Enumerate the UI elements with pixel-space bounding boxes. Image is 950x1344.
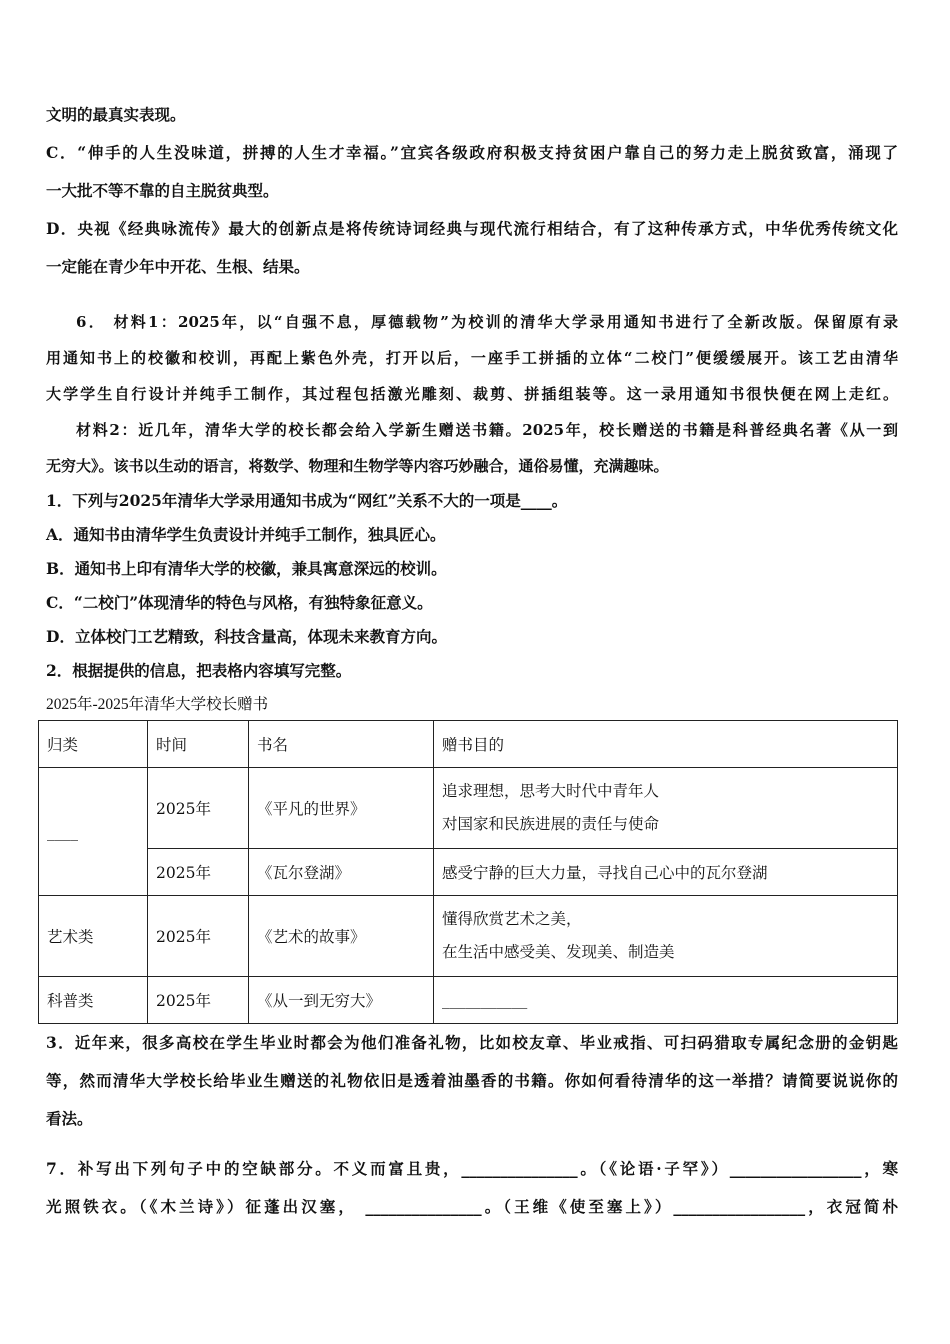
table-caption: 2025年-2025年清华大学校长赠书 <box>46 696 269 713</box>
title-cell: 《瓦尔登湖》 <box>249 849 434 896</box>
category-cell: 艺术类 <box>39 896 148 977</box>
purpose-line: 追求理想，思考大时代中青年人 <box>442 782 660 800</box>
table-row <box>39 849 898 896</box>
header-time: 时间 <box>148 721 249 768</box>
question-7-line-2: 光照铁衣。（《木兰诗》）征蓬出汉塞， _______________。（王维《使至塞上》）_________________，衣冠简朴 <box>46 1197 898 1216</box>
material-1-line-3: 大学学生自行设计并纯手工制作，其过程包括激光雕刻、裁剪、拼插组装等。这一录用通知书很快便在网上走红。 <box>46 385 898 403</box>
option-d-line-1: D．央视《经典咏流传》最大的创新点是将传统诗词经典与现代流行相结合，有了这种传承方式，中华优秀传统文化 <box>46 219 898 238</box>
document-page <box>46 96 898 1226</box>
question-1-option-a: A．通知书由清华学生负责设计并纯手工制作，独具匠心。 <box>46 525 446 544</box>
time-cell: 2025年 <box>148 849 249 896</box>
question-1-option-c: C．“二校门”体现清华的特色与风格，有独特象征意义。 <box>46 593 433 612</box>
purpose-line: 对国家和民族进展的责任与使命 <box>442 815 660 833</box>
purpose-line: 懂得欣赏艺术之美， <box>442 910 582 928</box>
category-blank-cell[interactable]: ____ <box>39 768 148 896</box>
question-3-line-2: 等，然而清华大学校长给毕业生赠送的礼物依旧是透着油墨香的书籍。你如何看待清华的这一举措？请简要说说你的 <box>46 1071 898 1090</box>
purpose-line: 在生活中感受美、发现美、制造美 <box>442 943 675 961</box>
question-1-option-d: D．立体校门工艺精致，科技含量高，体现未来教育方向。 <box>46 627 447 646</box>
header-purpose: 赠书目的 <box>434 721 898 768</box>
purpose-cell <box>434 896 898 977</box>
purpose-blank-cell[interactable]: ___________ <box>434 977 898 1024</box>
purpose-cell <box>434 768 898 849</box>
table-row <box>39 977 898 1024</box>
text-line: 文明的最真实表现。 <box>46 105 186 124</box>
book-gift-table <box>38 720 898 1024</box>
spacer <box>46 1138 898 1150</box>
header-title: 书名 <box>249 721 434 768</box>
material-2-line-1: 材料2：近几年，清华大学的校长都会给入学新生赠送书籍。2025年，校长赠送的书籍是科普经典名著《从一到 <box>76 421 898 439</box>
time-cell: 2025年 <box>148 977 249 1024</box>
title-cell: 《艺术的故事》 <box>249 896 434 977</box>
question-7-line-1: 7．补写出下列句子中的空缺部分。不义而富且贵，_______________。（《论语·子罕》）_________________，寒 <box>46 1159 898 1178</box>
time-cell: 2025年 <box>148 896 249 977</box>
title-cell: 《从一到无穷大》 <box>249 977 434 1024</box>
table-row <box>39 896 898 977</box>
material-2-line-2: 无穷大》。该书以生动的语言，将数学、物理和生物学等内容巧妙融合，通俗易懂，充满趣味。 <box>46 457 669 475</box>
purpose-cell: 感受宁静的巨大力量，寻找自己心中的瓦尔登湖 <box>434 849 898 896</box>
question-3-line-1: 3．近年来，很多高校在学生毕业时都会为他们准备礼物，比如校友章、毕业戒指、可扫码猎取专属纪念册的金钥匙 <box>46 1033 898 1052</box>
spacer <box>46 286 898 304</box>
question-1: 1．下列与2025年清华大学录用通知书成为“网红”关系不大的一项是____。 <box>46 491 568 510</box>
table-row <box>39 768 898 849</box>
question-1-option-b: B．通知书上印有清华大学的校徽，兼具寓意深远的校训。 <box>46 559 447 578</box>
time-cell: 2025年 <box>148 768 249 849</box>
question-3-line-3: 看法。 <box>46 1109 93 1128</box>
option-d-line-2: 一定能在青少年中开花、生根、结果。 <box>46 257 310 276</box>
option-c-line-2: 一大批不等不靠的自主脱贫典型。 <box>46 181 279 200</box>
title-cell: 《平凡的世界》 <box>249 768 434 849</box>
question-2: 2．根据提供的信息，把表格内容填写完整。 <box>46 661 352 680</box>
header-category: 归类 <box>39 721 148 768</box>
option-c-line-1: C．“伸手的人生没味道，拼搏的人生才幸福。”宜宾各级政府积极支持贫困户靠自己的努力走上脱贫致富，涌现了 <box>46 143 898 162</box>
material-1-line-2: 用通知书上的校徽和校训，再配上紫色外壳，打开以后，一座手工拼插的立体“二校门”便缓缓展开。该工艺由清华 <box>46 349 898 367</box>
category-cell: 科普类 <box>39 977 148 1024</box>
table-header-row <box>39 721 898 768</box>
material-1-line-1: 6． 材料1：2025年，以“自强不息，厚德载物”为校训的清华大学录用通知书进行了全新改版。保留原有录 <box>76 313 898 331</box>
